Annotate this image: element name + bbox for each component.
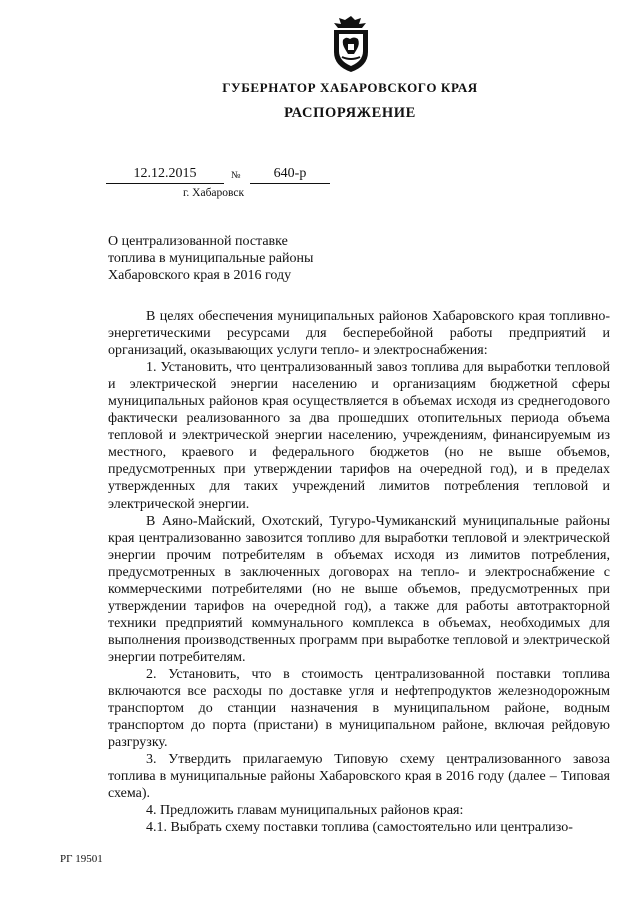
paragraph: 1. Установить, что централизованный завоз топлива для выработки тепловой и электрической энергии населению и организациям бюджетной сферы муниципальных районов края осуществляется в объемах исходя из среднегодового фактически реализованного за два прошедших отопительных периода объема тепловой и электрической энергии населению, учреждениям, финансируемым из местного, краевого и федерального бюджетов (но не выше объемов, предусмотренных при утверждении тарифов на очередной год), и в пределах утвержденных для таких учреждений лимитов потребления тепловой и электрической энергии. [108, 360, 610, 512]
number-sign: № [231, 170, 241, 181]
paragraph: В целях обеспечения муниципальных районов Хабаровского края топливно-энергетическими ресурсами для бесперебойной работы предприятий и организаций, оказывающих услуги тепло- и электроснабжения: [108, 309, 610, 359]
document-body [108, 308, 610, 836]
document-subject: О централизованной поставке топлива в муниципальные районы Хабаровского края в 2016 году [108, 234, 314, 283]
document-type: РАСПОРЯЖЕНИЕ [284, 105, 416, 121]
city-of-issue: г. Хабаровск [183, 187, 245, 199]
paragraph: 4. Предложить главам муниципальных районов края: [146, 803, 464, 819]
paragraph: 3. Утвердить прилагаемую Типовую схему централизованного завоза топлива в муниципальные районы Хабаровского края в 2016 году (далее – Типовая схема). [108, 752, 610, 802]
paragraph: В Аяно-Майский, Охотский, Тугуро-Чумиканский муниципальные районы края централизованно завозится топливо для выработки тепловой и электрической энергии прочим потребителям в объемах исходя из лимитов потребления, предусмотренных в заключенных договорах на тепло- и электроснабжение с коммерческими потребителями (но не выше объемов, предусмотренных при утверждении тарифов на очередной год), а также для работы автотракторной техники предприятий коммунального комплекса в объемах, необходимых для выполнения производственных программ при выработке тепловой и электрической энергии потребителям. [108, 513, 610, 665]
paragraph: 2. Установить, что в стоимость централизованной поставки топлива включаются все расходы по доставке угля и нефтепродуктов железнодорожным транспортом до станции назначения в муниципальном районе, водным транспортом до порта (пристани) в муниципальном районе, включая рейдовую разгрузку. [108, 666, 610, 751]
issuing-authority: ГУБЕРНАТОР ХАБАРОВСКОГО КРАЯ [222, 80, 478, 95]
paragraph: 4.1. Выбрать схему поставки топлива (самостоятельно или централизо- [146, 820, 573, 836]
coat-of-arms-icon [326, 14, 376, 74]
registration-code: РГ 19501 [60, 853, 103, 865]
document-number: 640-р [250, 165, 330, 184]
document-date: 12.12.2015 [106, 165, 224, 184]
